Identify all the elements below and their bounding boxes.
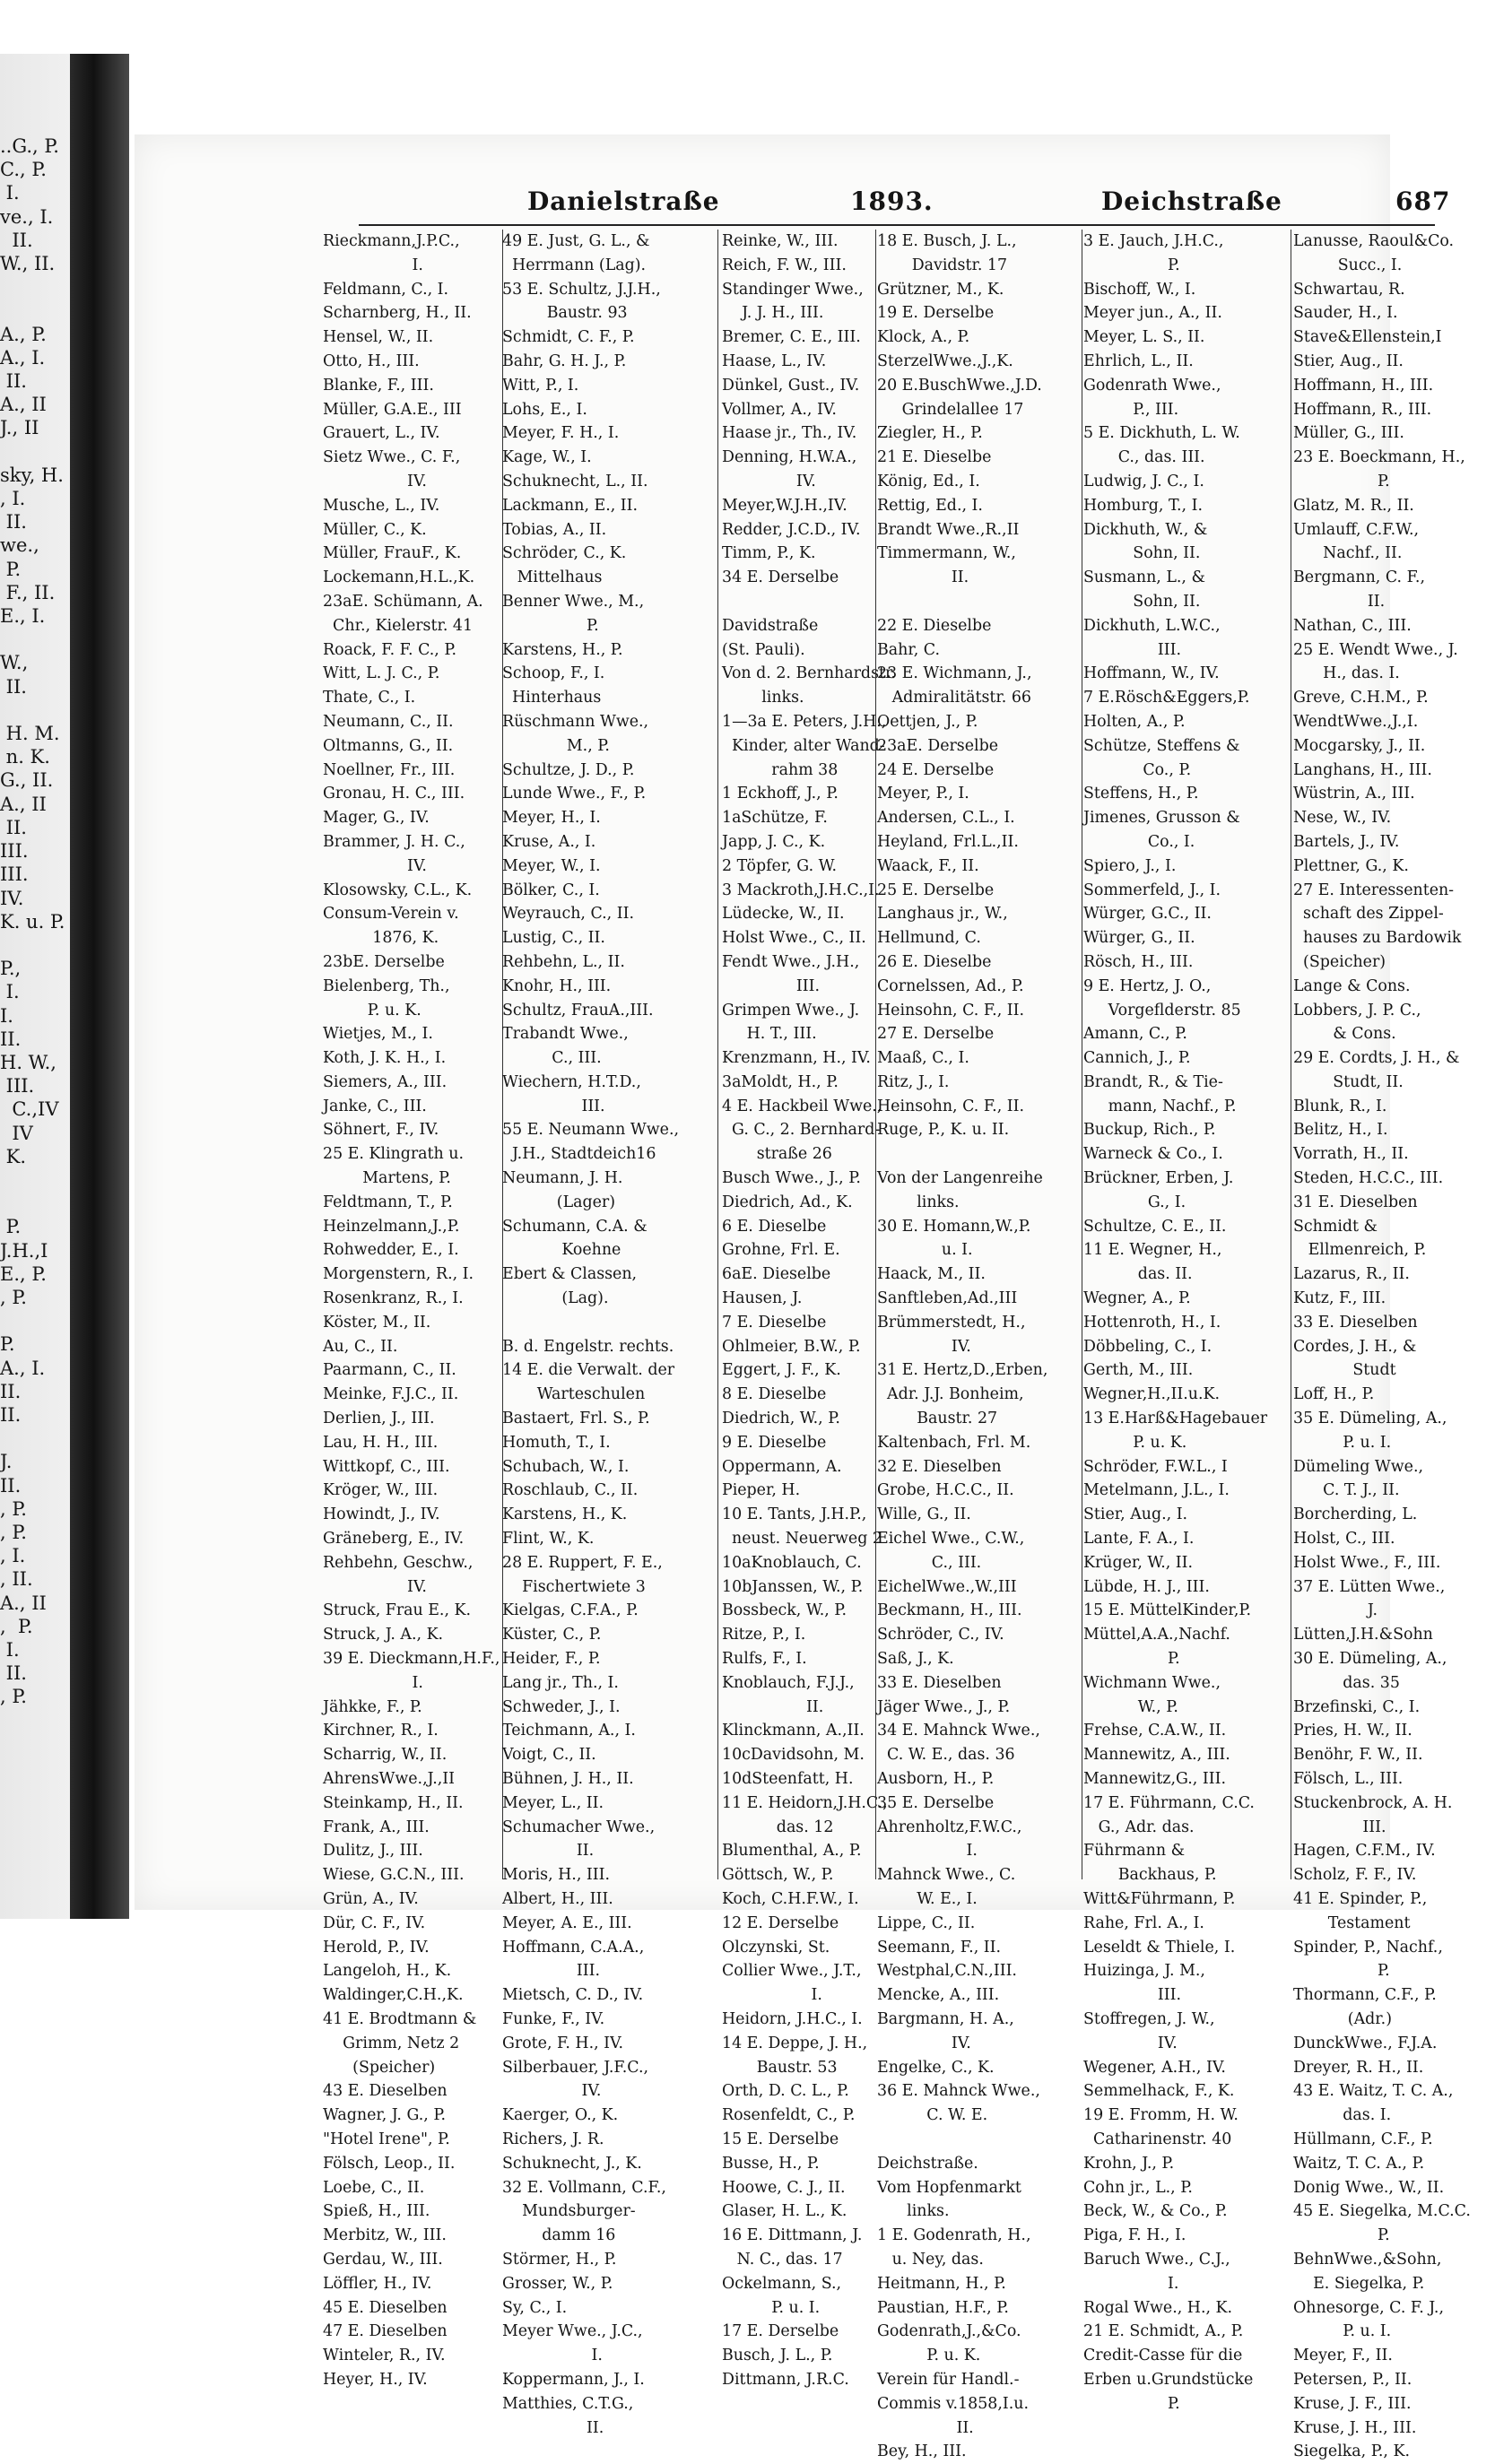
directory-page <box>135 134 1471 2461</box>
column-2: 49 E. Just, G. L., & Herrmann (Lag). 53 E. Schultz, J.J.H., Baustr. 93 Schmidt, C. F., P. Bahr, G. H. J., P. Witt, P., I. Lohs, E., I. Meyer, F. H., I. Kage, W., I. Schuknecht, L., II. Lackmann, E., II. Tobias, A., II. Schröder, C., K. Mittelhaus Benner Wwe., M., P. Karstens, H., P. Schoop, F., I. Hinterhaus Rüschmann Wwe., M., P. Schultze, J. D., P. Lunde Wwe., F., P. Meyer, H., I. Kruse, A., I. Meyer, W., I. Bölker, C., I. Weyrauch, C., II. Lustig, C., II. Rehbehn, L., II. Knohr, H., III. Schultz, FrauA.,III. Trabandt Wwe., C., III. Wiechern, H.T.D., III. 55 E. Neumann Wwe., J.H., Stadtdeich16 Neumann, J. H. (Lager) Schumann, C.A. & Koehne Ebert & Classen, (Lag). B. d. Engelstr. rechts. 14 E. die Verwalt. der Warteschulen Bastaert, Frl. S., P. Homuth, T., I. Schubach, W., I. Roschlaub, C., II. Karstens, H., K. Flint, W., K. 28 E. Ruppert, F. E., Fischertwiete 3 Kielgas, C.F.A., P. Küster, C., P. Heider, F., P. Lang jr., Th., I. Schweder, J., I. Teichmann, A., I. Voigt, C., II. Bühnen, J. H., II. Meyer, L., II. Schumacher Wwe., II. Moris, H., III. Albert, H., III. Meyer, A. E., III. Hoffmann, C.A.A., III. Mietsch, C. D., IV. Funke, F., IV. Grote, F. H., IV. Silberbauer, J.F.C., IV. Kaerger, O., K. Richers, J. R. Schuknecht, J., K. 32 E. Vollmann, C.F., Mundsburger- damm 16 Störmer, H., P. Grosser, W., P. Sy, C., I. Meyer Wwe., J.C., I. Koppermann, J., I. Matthies, C.T.G., II. <box>502 232 680 2437</box>
page-number: 687 <box>1395 187 1451 216</box>
book-binding <box>70 54 129 1919</box>
header-street-left: Danielstraße <box>527 187 720 216</box>
page-header <box>384 187 1451 222</box>
column-6: Lanusse, Raoul&Co. Succ., I. Schwartau, R. Sauder, H., I. Stave&Ellenstein,I Stier, Aug., II. Hoffmann, H., III. Hoffmann, R., III. Müller, G., III. 23 E. Boeckmann, H., P. Glatz, M. R., II. Umlauff, C.F.W., Nachf., II. Bergmann, C. F., II. Nathan, C., III. 25 E. Wendt Wwe., J. H., das. I. Greve, C.H.M., P. WendtWwe.,J.,I. Mocgarsky, J., II. Langhans, H., III. Wüstrin, A., III. Nese, W., IV. Bartels, J., IV. Plettner, G., K. 27 E. Interessenten- schaft des Zippel- hauses zu Bardowik (Speicher) Lange & Cons. Lobbers, J. P. C., & Cons. 29 E. Cordts, J. H., & Studt, II. Blunk, R., I. Belitz, H., I. Vorrath, H., II. Steden, H.C.C., III. 31 E. Dieselben Schmidt & Ellmenreich, P. Lazarus, R., II. Kutz, F., III. 33 E. Dieselben Cordes, J. H., & Studt Loff, H., P. 35 E. Dümeling, A., P. u. I. Dümeling Wwe., C. T. J., II. Borcherding, L. Holst, C., III. Holst Wwe., F., III. 37 E. Lütten Wwe., J. Lütten,J.H.&Sohn 30 E. Dümeling, A., das. 35 Brzefinski, C., I. Pries, H. W., II. Benöhr, F. W., II. Fölsch, L., III. Stuckenbrock, A. H. III. Hagen, C.F.M., IV. Scholz, F. F., IV. 41 E. Spinder, P., Testament Spinder, P., Nachf., P. Thormann, C.F., P. (Adr.) DunckWwe., F.J.A. Dreyer, R. H., II. 43 E. Waitz, T. C. A., das. I. Hüllmann, C.F., P. Waitz, T. C. A., P. Donig Wwe., W., II. 45 E. Siegelka, M.C.C. P. BehnWwe.,&Sohn, E. Siegelka, P. Ohnesorge, C. F. J., P. u. I. Meyer, F., II. Petersen, P., II. Kruse, J. F., III. Kruse, J. H., III. Siegelka, P., K. <box>1293 232 1471 2461</box>
column-divider <box>875 230 876 1879</box>
header-rule <box>359 224 1435 226</box>
header-street-right: Deichstraße <box>1101 187 1282 216</box>
column-3: Reinke, W., III. Reich, F. W., III. Standinger Wwe., J. J. H., III. Bremer, C. E., III. Haase, L., IV. Dünkel, Gust., IV. Vollmer, A., IV. Haase jr., Th., IV. Denning, H.W.A., IV. Meyer,W.J.H.,IV. Redder, J.C.D., IV. Timm, P., K. 34 E. Derselbe Davidstraße (St. Pauli). Von d. 2. Bernhardstr. links. 1—3a E. Peters, J.H., Kinder, alter Wand- rahm 38 1 Eckhoff, J., P. 1aSchütze, F. Japp, J. C., K. 2 Töpfer, G. W. 3 Mackroth,J.H.C.,I. Lüdecke, W., II. Holst Wwe., C., II. Fendt Wwe., J.H., III. Grimpen Wwe., J. H. T., III. Krenzmann, H., IV. 3aMoldt, H., P. 4 E. Hackbeil Wwe., G. C., 2. Bernhard- straße 26 Busch Wwe., J., P. Diedrich, Ad., K. 6 E. Dieselbe Grohne, Frl. E. 6aE. Dieselbe Hausen, J. 7 E. Dieselbe Ohlmeier, B.W., P. Eggert, J. F., K. 8 E. Dieselbe Diedrich, W., P. 9 E. Dieselbe Oppermann, A. Pieper, H. 10 E. Tants, J.H.P., neust. Neuerweg 2 10aKnoblauch, C. 10bJanssen, W., P. Bossbeck, W., P. Ritze, P., I. Rulfs, F., I. Knoblauch, F.J.J., II. Klinckmann, A.,II. 10cDavidsohn, M. 10dSteenfatt, H. 11 E. Heidorn,J.H.C., das. 12 Blumenthal, A., P. Göttsch, W., P. Koch, C.H.F.W., I. 12 E. Derselbe Olczynski, St. Collier Wwe., J.T., I. Heidorn, J.H.C., I. 14 E. Deppe, J. H., Baustr. 53 Orth, D. C. L., P. Rosenfeldt, C., P. 15 E. Derselbe Busse, H., P. Hoowe, C. J., II. Glaser, H. L., K. 16 E. Dittmann, J. N. C., das. 17 Ockelmann, S., P. u. I. 17 E. Derselbe Busch, J. L., P. Dittmann, J.R.C. <box>722 232 896 2389</box>
column-5: 3 E. Jauch, J.H.C., P. Bischoff, W., I. Meyer jun., A., II. Meyer, L. S., II. Ehrlich, L., II. Godenrath Wwe., P., III. 5 E. Dickhuth, L. W. C., das. III. Ludwig, J. C., I. Homburg, T., I. Dickhuth, W., & Sohn, II. Susmann, L., & Sohn, II. Dickhuth, L.W.C., III. Hoffmann, W., IV. 7 E.Rösch&Eggers,P. Holten, A., P. Schütze, Steffens & Co., P. Steffens, H., P. Jimenes, Grusson & Co., I. Spiero, J., I. Sommerfeld, J., I. Würger, G.C., II. Würger, G., II. Rösch, H., III. 9 E. Hertz, J. O., Vorgeflderstr. 85 Amann, C., P. Cannich, J., P. Brandt, R., & Tie- mann, Nachf., P. Buckup, Rich., P. Warneck & Co., I. Brückner, Erben, J. G., I. Schultze, C. E., II. 11 E. Wegner, H., das. II. Wegner, A., P. Hottenroth, H., I. Döbbeling, C., I. Gerth, M., III. Wegner,H.,II.u.K. 13 E.Harß&Hagebauer P. u. K. Schröder, F.W.L., I Metelmann, J.L., I. Stier, Aug., I. Lante, F. A., I. Krüger, W., II. Lübde, H. J., III. 15 E. MüttelKinder,P. Müttel,A.A.,Nachf. P. Wichmann Wwe., W., P. Frehse, C.A.W., II. Mannewitz, A., III. Mannewitz,G., III. 17 E. Führmann, C.C. G., Adr. das. Führmann & Backhaus, P. Witt&Führmann, P. Rahe, Frl. A., I. Leseldt & Thiele, I. Huizinga, J. M., III. Stoffregen, J. W., IV. Wegener, A.H., IV. Semmelhack, F., K. 19 E. Fromm, H. W. Catharinenstr. 40 Krohn, J., P. Cohn jr., L., P. Beck, W., & Co., P. Piga, F. H., I. Baruch Wwe., C.J., I. Rogal Wwe., H., K. 21 E. Schmidt, A., P. Credit-Casse für die Erben u.Grundstücke P. <box>1083 232 1268 2413</box>
column-4: 18 E. Busch, J. L., Davidstr. 17 Grützner, M., K. 19 E. Derselbe Klock, A., P. SterzelWwe.,J.,K. 20 E.BuschWwe.,J.D. Grindelallee 17 Ziegler, H., P. 21 E. Dieselbe König, Ed., I. Rettig, Ed., I. Brandt Wwe.,R.,II Timmermann, W., II. 22 E. Dieselbe Bahr, C. 23 E. Wichmann, J., Admiralitätstr. 66 Oettjen, J., P. 23aE. Derselbe 24 E. Derselbe Meyer, P., I. Andersen, C.L., I. Heyland, Frl.L.,II. Waack, F., II. 25 E. Derselbe Langhaus jr., W., Hellmund, C. 26 E. Dieselbe Cornelssen, Ad., P. Heinsohn, C. F., II. 27 E. Derselbe Maaß, C., I. Ritz, J., I. Heinsohn, C. F., II. Ruge, P., K. u. II. Von der Langenreihe links. 30 E. Homann,W.,P. u. I. Haack, M., II. Sanftleben,Ad.,III Brümmerstedt, H., IV. 31 E. Hertz,D.,Erben, Adr. J.J. Bonheim, Baustr. 27 Kaltenbach, Frl. M. 32 E. Dieselben Grobe, H.C.C., II. Wille, G., II. Eichel Wwe., C.W., C., III. EichelWwe.,W.,III Beckmann, H., III. Schröder, C., IV. Saß, J., K. 33 E. Dieselben Jäger Wwe., J., P. 34 E. Mahnck Wwe., C. W. E., das. 36 Ausborn, H., P. 35 E. Derselbe Ahrenholtz,F.W.C., I. Mahnck Wwe., C. W. E., I. Lippe, C., II. Seemann, F., II. Westphal,C.N.,III. Mencke, A., III. Bargmann, H. A., IV. Engelke, C., K. 36 E. Mahnck Wwe., C. W. E. Deichstraße. Vom Hopfenmarkt links. 1 E. Godenrath, H., u. Ney, das. Heitmann, H., P. Paustian, H.F., P. Godenrath,J.,&Co. P. u. K. Verein für Handl.- Commis v.1858,I.u. II. Bey, H., III. <box>877 232 1048 2461</box>
column-1: Rieckmann,J.P.C., I. Feldmann, C., I. Scharnberg, H., II. Hensel, W., II. Otto, H., III. Blanke, F., III. Müller, G.A.E., III Grauert, L., IV. Sietz Wwe., C. F., IV. Musche, L., IV. Müller, C., K. Müller, FrauF., K. Lockemann,H.L.,K. 23aE. Schümann, A. Chr., Kielerstr. 41 Roack, F. F. C., P. Witt, L. J. C., P. Thate, C., I. Neumann, C., II. Oltmanns, G., II. Noellner, Fr., III. Gronau, H. C., III. Mager, G., IV. Brammer, J. H. C., IV. Klosowsky, C.L., K. Consum-Verein v. 1876, K. 23bE. Derselbe Bielenberg, Th., P. u. K. Wietjes, M., I. Koth, J. K. H., I. Siemers, A., III. Janke, C., III. Söhnert, F., IV. 25 E. Klingrath u. Martens, P. Feldtmann, T., P. Heinzelmann,J.,P. Rohwedder, E., I. Morgenstern, R., I. Rosenkranz, R., I. Köster, M., II. Au, C., II. Paarmann, C., II. Meinke, F.J.C., II. Derlien, J., III. Lau, H. H., III. Wittkopf, C., III. Kröger, W., III. Howindt, J., IV. Gräneberg, E., IV. Rehbehn, Geschw., IV. Struck, Frau E., K. Struck, J. A., K. 39 E. Dieckmann,H.F., I. Jähkke, F., P. Kirchner, R., I. Scharrig, W., II. AhrensWwe.,J.,II Steinkamp, H., II. Frank, A., III. Dulitz, J., III. Wiese, G.C.N., III. Grün, A., IV. Dür, C. F., IV. Herold, P., IV. Langeloh, H., K. Waldinger,C.H.,K. 41 E. Brodtmann & Grimm, Netz 2 (Speicher) 43 E. Dieselben Wagner, J. G., P. "Hotel Irene", P. Fölsch, Leop., II. Loebe, C., II. Spieß, H., III. Merbitz, W., III. Gerdau, W., III. Löffler, H., IV. 45 E. Dieselben 47 E. Dieselben Winteler, R., IV. Heyer, H., IV. <box>323 232 500 2389</box>
facing-page-text: ..G., P. C., P. I. ve., I. II. W., II. A., P. A., I. II. A., II J., II sky, H. , I. II. we., P. F., II. E., I. W., II. H. M. n. K. G., II. A., II II. III. III. IV. K. u. P. P., I. I. II. H. W., III. C.,IV IV K. P. J.H.,I E., P. , P. P. A., I. II. II. J. II. , P. , P. , I. , II. A., II , P. I. II. , P. <box>0 135 65 1708</box>
column-divider <box>717 230 718 1879</box>
header-year: 1893. <box>850 187 934 216</box>
